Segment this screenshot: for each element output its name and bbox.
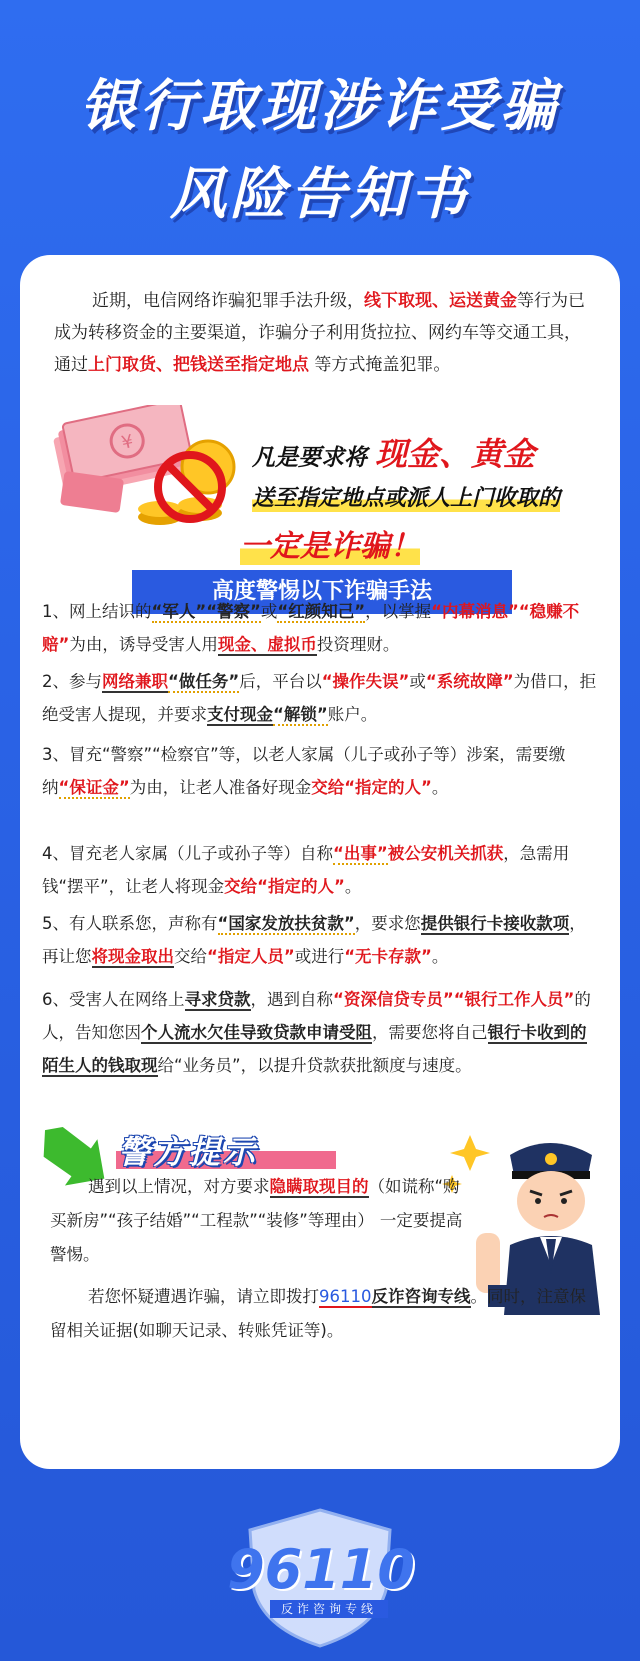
i1-g: “稳赚不赔” bbox=[42, 602, 580, 654]
i6-a: 6、受害人在网络上 bbox=[42, 990, 185, 1009]
i6-f: 个人流水欠佳导致贷款申请受阻 bbox=[141, 1023, 372, 1042]
intro-text-b: 等行为已成为转移资金的主要渠道，诈骗分子利用货拉拉、网约车等交通工具，通过 bbox=[54, 291, 585, 375]
tip-banner bbox=[96, 1125, 336, 1171]
list-item-4 bbox=[42, 837, 598, 903]
i2-k: 账户。 bbox=[327, 705, 378, 724]
hotline-logo bbox=[200, 1500, 440, 1650]
tip-p1-a: 遇到以上情况，对方要求 bbox=[88, 1177, 270, 1196]
warning-line-1-text: 凡是要求将 bbox=[252, 445, 367, 471]
warning-line-1 bbox=[252, 429, 535, 475]
i4-d: ，急需用钱“摆平”，让老人将现金 bbox=[42, 844, 570, 896]
i1-b: “军人”“警察” bbox=[151, 602, 261, 621]
list-item-6 bbox=[42, 983, 598, 1082]
i6-d: “资深信贷专员”“银行工作人员” bbox=[333, 990, 575, 1009]
tip-p1-red: 隐瞒取现目的 bbox=[269, 1177, 369, 1196]
i3-b: “保证金” bbox=[58, 778, 130, 797]
intro-text-a: 近期，电信网络诈骗犯罪手法升级， bbox=[92, 291, 364, 311]
i6-g: ，需要您将自己 bbox=[372, 1023, 488, 1042]
intro-red-2: 运送黄金 bbox=[449, 291, 517, 311]
warning-line-2: 送至指定地点或派人上门收取的 bbox=[252, 481, 560, 512]
i1-j: 投资理财。 bbox=[316, 635, 400, 654]
i5-h: “指定人员” bbox=[207, 947, 295, 966]
i6-e: 的人，告知您因 bbox=[42, 990, 591, 1042]
money-gold-prohibit-icon bbox=[40, 405, 240, 535]
tip-p1-b: （如谎称“购买新房”“孩子结婚”“工程款”“装修”等理由） bbox=[50, 1177, 460, 1230]
logo-caption: 反诈咨询专线 bbox=[280, 1602, 377, 1616]
i2-j: “解锁” bbox=[273, 705, 328, 724]
i6-b: 寻求贷款 bbox=[184, 990, 251, 1009]
intro-red-sep: 、 bbox=[432, 291, 449, 311]
i5-g: 交给 bbox=[174, 947, 207, 966]
warning-line-3: 一定是诈骗！ bbox=[240, 521, 420, 565]
tip-title: 警方提示 bbox=[118, 1133, 259, 1171]
i2-f: 或 bbox=[409, 672, 426, 691]
page-title-line2: 风险告知书 bbox=[170, 162, 470, 227]
i5-a: 5、有人联系您，声称有 bbox=[42, 914, 218, 933]
list-item-5 bbox=[42, 907, 598, 973]
i4-f: 。 bbox=[344, 877, 362, 896]
i5-f: 将现金取出 bbox=[91, 947, 174, 966]
i4-c: 被公安机关抓获 bbox=[387, 844, 504, 863]
intro-red-3: 上门取货 bbox=[88, 355, 156, 375]
i3-d: 交给“指定的人” bbox=[311, 778, 432, 797]
section-heading: 高度警惕以下诈骗手法 bbox=[132, 570, 512, 614]
i1-a: 1、网上结识的 bbox=[42, 602, 152, 621]
i2-a: 2、参与 bbox=[42, 672, 102, 691]
intro-paragraph bbox=[54, 285, 594, 381]
i5-k: 。 bbox=[431, 947, 449, 966]
i5-j: “无卡存款” bbox=[344, 947, 432, 966]
tip-paragraph-2 bbox=[50, 1280, 600, 1348]
tip-p2-c: 。同时，注意保留相关证据(如聊天记录、转账凭证等)。 bbox=[50, 1287, 586, 1340]
tip-p1-c: 一定要提高警惕。 bbox=[50, 1211, 463, 1264]
i2-e: “操作失误” bbox=[321, 672, 410, 691]
intro-text-c: 等方式掩盖犯罪。 bbox=[309, 355, 451, 375]
i1-i: 现金、虚拟币 bbox=[217, 635, 317, 654]
logo-number: 96110 bbox=[227, 1538, 415, 1601]
warning-cash-gold: 现金、黄金 bbox=[375, 435, 536, 473]
i2-b: 网络兼职 bbox=[102, 672, 168, 691]
i6-c: ，遇到自称 bbox=[250, 990, 333, 1009]
tip-p2-b: 反诈咨询专线 bbox=[371, 1287, 471, 1306]
i1-h: 为由，诱导受害人用 bbox=[69, 635, 218, 654]
intro-red-1: 线下取现 bbox=[364, 291, 432, 311]
i5-d: 提供银行卡接收款项 bbox=[420, 914, 570, 933]
i5-i: 或进行 bbox=[294, 947, 345, 966]
i2-i: 支付现金 bbox=[207, 705, 273, 724]
i5-c: ，要求您 bbox=[354, 914, 421, 933]
warning-box bbox=[40, 405, 600, 564]
list-item-1 bbox=[42, 595, 598, 661]
content-card bbox=[20, 255, 620, 1469]
tip-p2-a: 若您怀疑遭遇诈骗，请立即拨打 bbox=[88, 1287, 319, 1306]
intro-red-4: 把钱送至指定地点 bbox=[173, 355, 309, 375]
i4-b: “出事” bbox=[333, 844, 388, 863]
intro-red-sep2: 、 bbox=[156, 355, 173, 375]
tip-paragraph-1 bbox=[50, 1170, 470, 1272]
svg-text:¥: ¥ bbox=[119, 430, 136, 454]
i2-c: “做任务” bbox=[168, 672, 240, 691]
list-item-3 bbox=[42, 738, 598, 804]
hotline-number: 96110 bbox=[319, 1287, 372, 1306]
i6-i: 给“业务员”，以提升贷款获批额度与速度。 bbox=[157, 1056, 472, 1075]
i3-e: 。 bbox=[431, 778, 449, 797]
i2-g: “系统故障” bbox=[425, 672, 514, 691]
i4-e: 交给“指定的人” bbox=[224, 877, 345, 896]
i1-d: “红颜知己” bbox=[277, 602, 366, 621]
i1-e: ，以掌握 bbox=[365, 602, 432, 621]
i2-h: 为借口，拒绝受害人提现，并要求 bbox=[42, 672, 597, 724]
i6-h: 银行卡收到的陌生人的钱取现 bbox=[42, 1023, 587, 1075]
i5-b: “国家发放扶贫款” bbox=[217, 914, 355, 933]
i5-e: ，再让您 bbox=[42, 914, 586, 966]
page-title-line1: 银行取现涉诈受骗 bbox=[80, 74, 560, 139]
i3-a: 3、冒充“警察”“检察官”等，以老人家属（儿子或孙子等）涉案，需要缴纳 bbox=[42, 745, 566, 797]
i1-c: 或 bbox=[260, 602, 278, 621]
i3-c: 为由，让老人准备好现金 bbox=[129, 778, 312, 797]
i4-a: 4、冒充老人家属（儿子或孙子等）自称 bbox=[42, 844, 333, 863]
list-item-2 bbox=[42, 665, 598, 731]
i1-f: “内幕消息” bbox=[431, 602, 519, 621]
i2-d: 后，平台以 bbox=[239, 672, 322, 691]
